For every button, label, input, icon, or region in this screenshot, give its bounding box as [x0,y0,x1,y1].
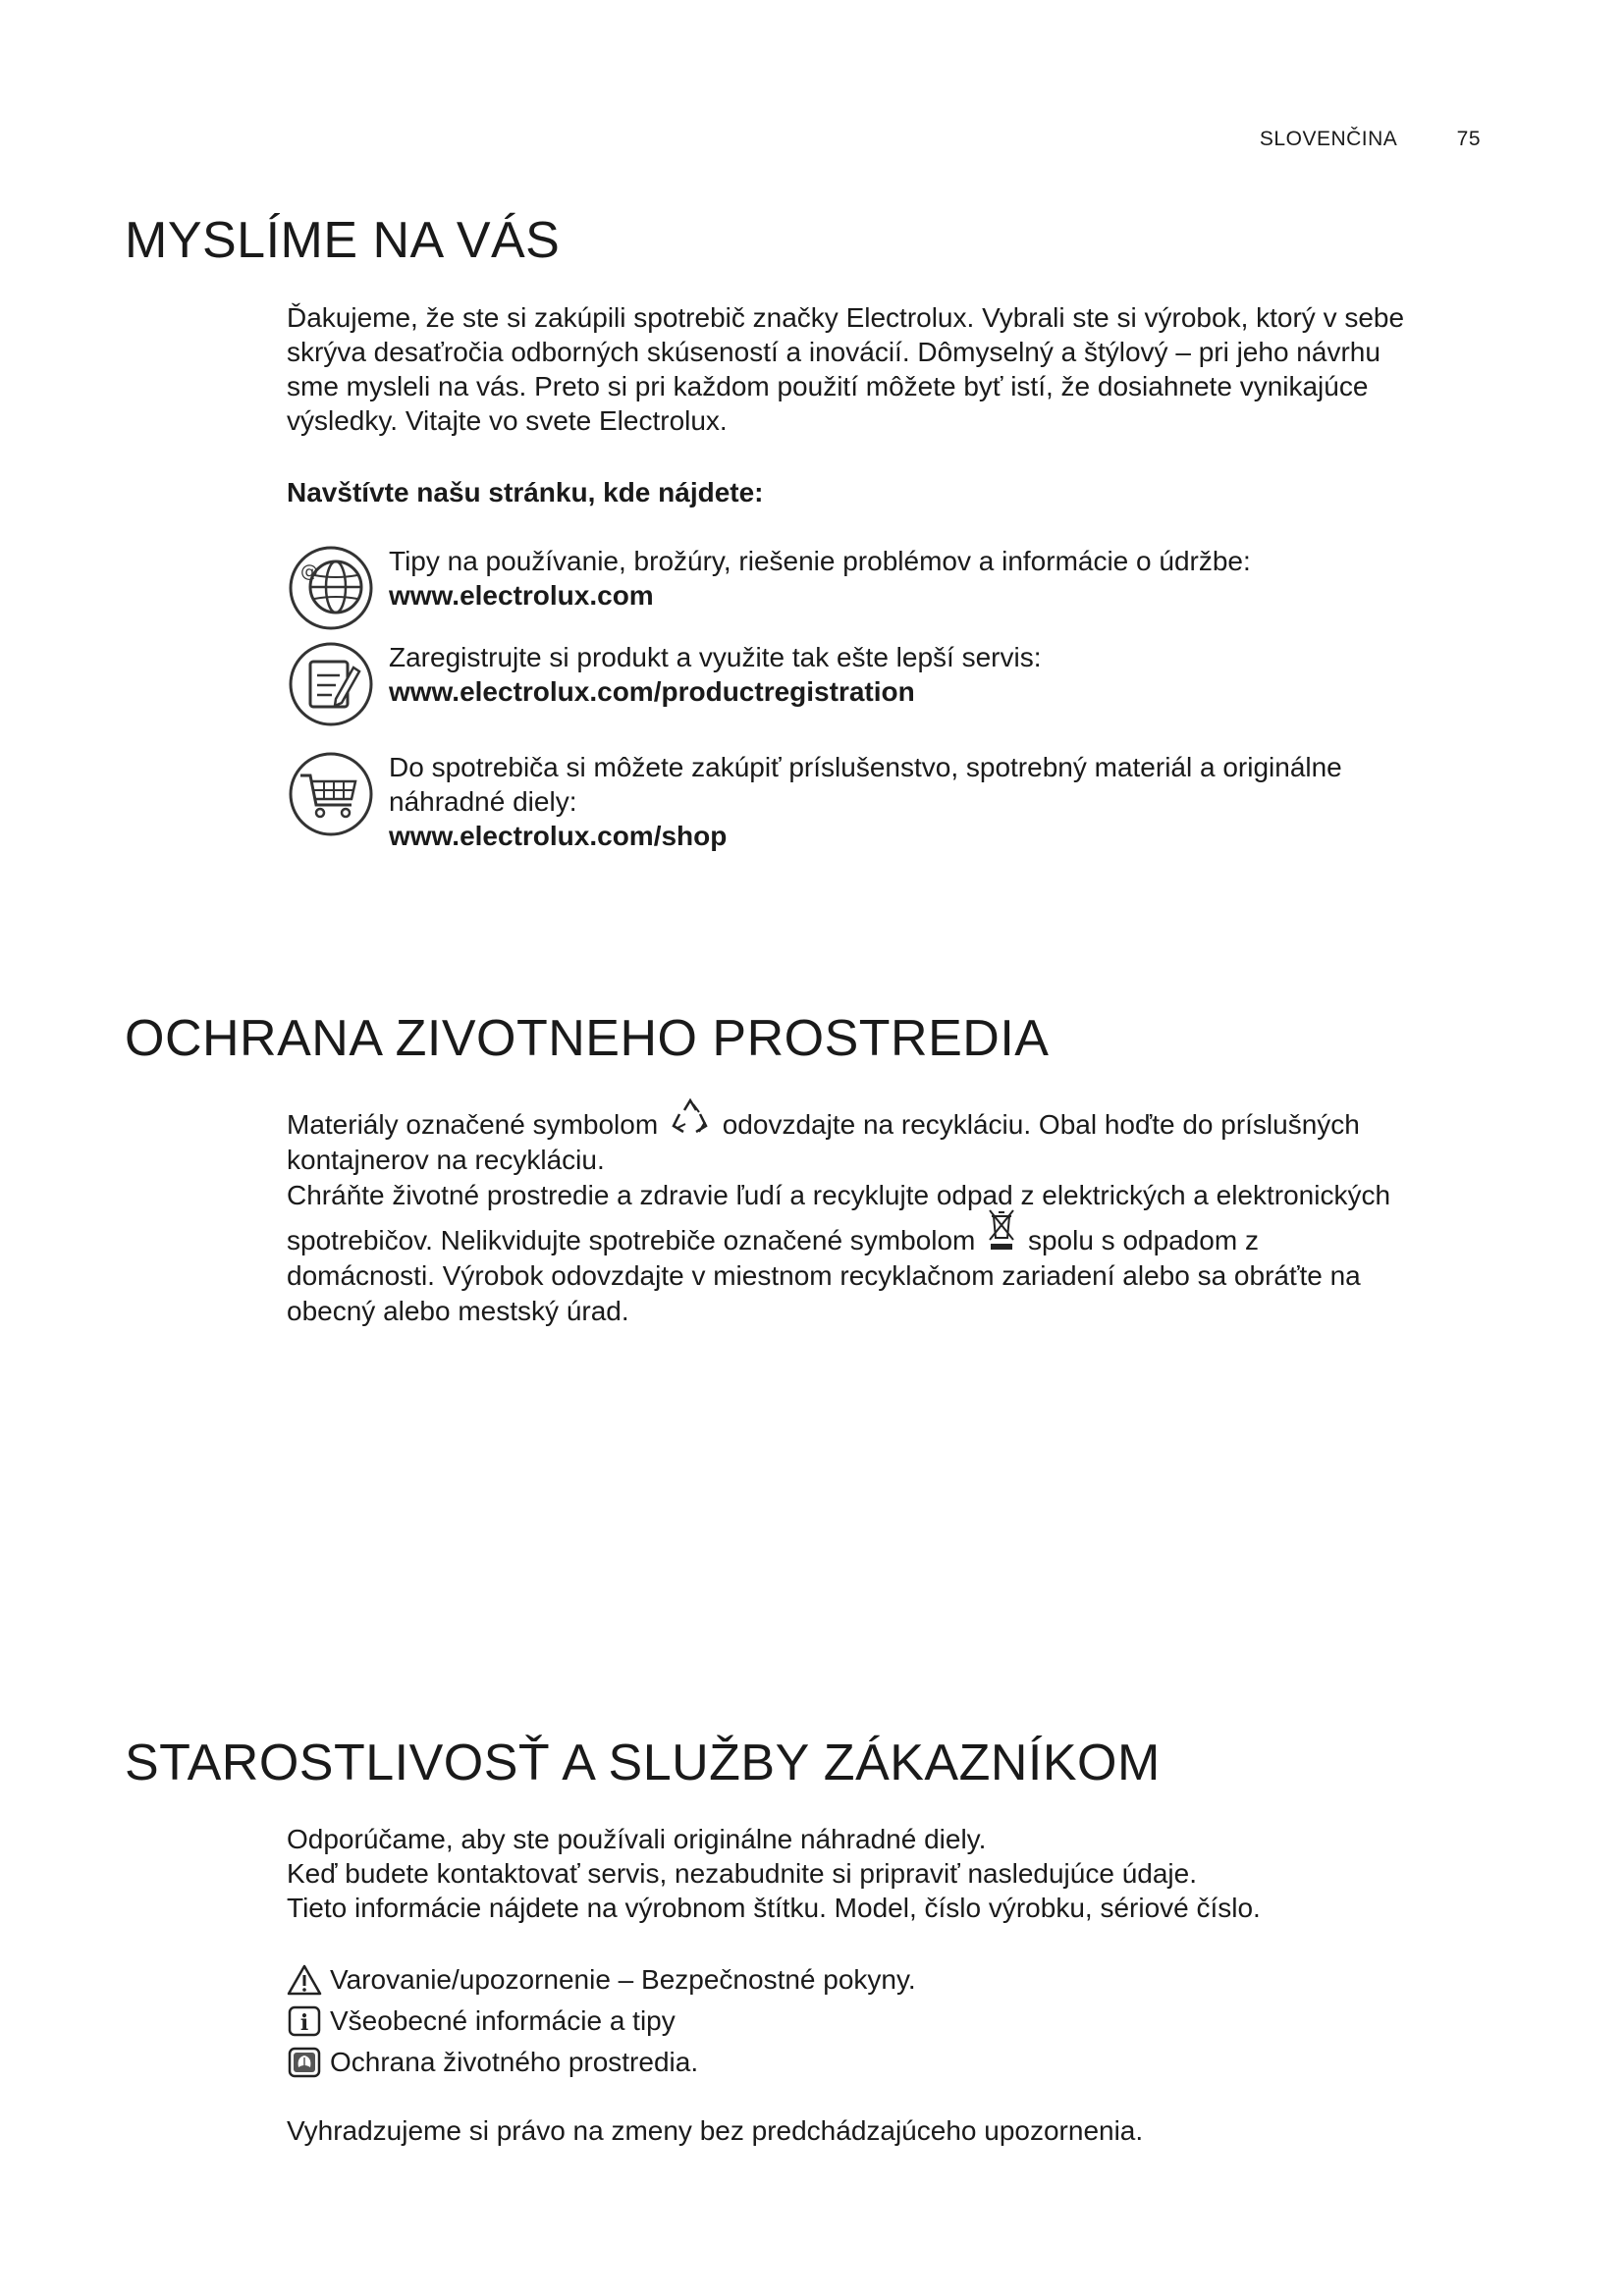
svg-text:@: @ [300,561,318,582]
link-url-registration[interactable]: www.electrolux.com/productregistration [389,676,915,707]
language-label: SLOVENČINA [1259,128,1398,150]
link-description: Tipy na používanie, brožúry, riešenie problémov a informácie o údržbe: [389,546,1251,576]
intro-line: skrýva desaťročia odborných skúseností a inovácií. Dômyselný a štýlový – pri jeho návrhu [287,337,1380,367]
warning-icon [287,1963,322,1997]
link-description: Do spotrebiča si môžete zakúpiť príslušenstvo, spotrebný materiál a originálne [389,752,1342,782]
env-line: kontajnerov na recykláciu. [287,1145,605,1175]
section-title-ochrana: OCHRANA ZIVOTNEHO PROSTREDIA [125,1010,1050,1067]
link-url-electrolux[interactable]: www.electrolux.com [389,580,654,611]
link-description: Zaregistrujte si produkt a využite tak ešte lepší servis: [389,642,1042,672]
env-line: spotrebičov. Nelikvidujte spotrebiče označené symbolom spolu s odpadom z [287,1223,1494,1258]
visit-heading: Navštívte našu stránku, kde nájdete: [287,477,764,507]
environment-icon [287,2046,322,2079]
shopping-cart-icon [287,750,375,838]
link-url-shop[interactable]: www.electrolux.com/shop [389,821,728,851]
register-icon [287,640,375,728]
page-header [1260,128,1481,151]
svg-text:i: i [299,2010,309,2036]
env-line: domácnosti. Výrobok odovzdajte v miestnom recyklačnom zariadení alebo sa obráťte na [287,1260,1361,1291]
legend-row-info [287,2001,916,2042]
page-number: 75 [1456,128,1481,150]
legend-row-environment [287,2042,916,2083]
customer-care-paragraph [287,1822,1494,1925]
globe-icon [287,544,375,632]
footer-note: Vyhradzujeme si právo na zmeny bez predchádzajúceho upozornenia. [287,2115,1144,2146]
legend-label: Varovanie/upozornenie – Bezpečnostné pokyny. [330,1964,916,1995]
intro-line: výsledky. Vitajte vo svete Electrolux. [287,405,728,436]
section-title-myslime: MYSLÍME NA VÁS [125,212,561,269]
section-title-starostlivost: STAROSTLIVOSŤ A SLUŽBY ZÁKAZNÍKOM [125,1735,1161,1791]
weee-bin-icon [987,1206,1016,1254]
care-line: Tieto informácie nájdete na výrobnom štítku. Model, číslo výrobku, sériové číslo. [287,1893,1261,1923]
env-line: obecný alebo mestský úrad. [287,1296,629,1326]
environment-paragraph [287,1107,1494,1329]
legend-label: Všeobecné informácie a tipy [330,2005,676,2036]
legend-row-warning [287,1959,916,2001]
care-line: Keď budete kontaktovať servis, nezabudnite si pripraviť nasledujúce údaje. [287,1858,1197,1889]
env-line: Materiály označené symbolom odovzdajte na recykláciu. Obal hoďte do príslušných [287,1107,1494,1143]
symbol-legend [287,1959,916,2083]
info-icon [287,2004,322,2038]
care-line: Odporúčame, aby ste používali originálne náhradné diely. [287,1824,987,1854]
recycle-icon [670,1096,711,1140]
intro-line: sme mysleli na vás. Preto si pri každom použití môžete byť istí, že dosiahnete vynikajúce [287,371,1369,401]
intro-line: Ďakujeme, že ste si zakúpili spotrebič značky Electrolux. Vybrali ste si výrobok, ktorý v sebe [287,302,1405,333]
legend-label: Ochrana životného prostredia. [330,2047,699,2077]
link-description: náhradné diely: [389,786,577,817]
env-line: Chráňte životné prostredie a zdravie ľudí a recyklujte odpad z elektrických a elektronických [287,1180,1391,1210]
intro-paragraph [287,300,1494,438]
